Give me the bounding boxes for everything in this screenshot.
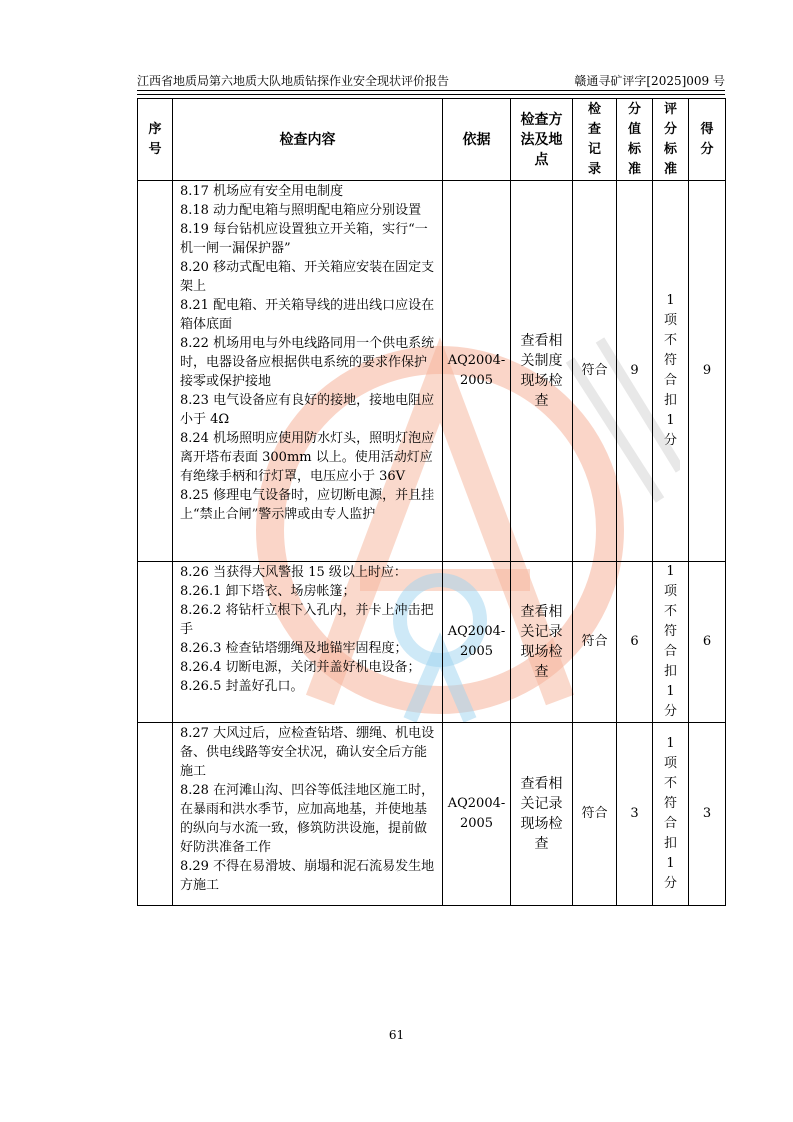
report-number: 赣通寻矿评字[2025]009 号	[574, 74, 725, 88]
row-seq	[138, 181, 173, 562]
row-record: 符合	[573, 562, 617, 723]
report-title: 江西省地质局第六地质大队地质钻探作业安全现状评价报告	[137, 74, 450, 88]
row-content	[173, 562, 443, 723]
content-item: 8.26.5 封盖好孔口。	[180, 679, 304, 694]
content-item: 8.27 大风过后，应检查钻塔、绷绳、机电设备、供电线路等安全状况，确认安全后方能施工	[180, 726, 435, 779]
row-rating: 1项不符合扣1分	[653, 723, 689, 906]
table-header-row	[138, 99, 726, 181]
content-item: 8.19 每台钻机应设置独立开关箱，实行“一机一闸一漏保护器”	[180, 222, 428, 256]
row-content	[173, 181, 443, 562]
col-header-rating: 评分标准	[653, 99, 689, 181]
row-seq	[138, 723, 173, 906]
row-method: 查看相关制度现场检查	[511, 181, 573, 562]
content-item: 8.25 修理电气设备时，应切断电源，并且挂上“禁止合闸”警示牌或由专人监护	[180, 488, 435, 522]
row-score-std: 9	[617, 181, 653, 562]
row-score: 6	[689, 562, 726, 723]
content-item: 8.18 动力配电箱与照明配电箱应分别设置	[180, 203, 422, 218]
page-number: 61	[388, 1028, 405, 1042]
col-header-basis: 依据	[443, 99, 511, 181]
content-item: 8.26.3 检查钻塔绷绳及地锚牢固程度；	[180, 641, 408, 656]
col-header-method: 检查方法及地点	[511, 99, 573, 181]
content-item: 8.22 机场用电与外电线路同用一个供电系统时，电器设备应根据供电系统的要求作保护接零或保护接地	[180, 336, 435, 389]
table-row	[138, 723, 726, 906]
content-item: 8.28 在河滩山沟、凹谷等低洼地区施工时，在暴雨和洪水季节，应加高地基，并使地基的纵向与水流一致，修筑防洪设施，提前做好防洪准备工作	[180, 783, 435, 855]
row-score: 9	[689, 181, 726, 562]
content-item: 8.26.4 切断电源，关闭并盖好机电设备；	[180, 660, 421, 675]
col-header-seq: 序号	[138, 99, 173, 181]
col-header-record: 检查记录	[573, 99, 617, 181]
row-basis: AQ2004-2005	[443, 181, 511, 562]
row-basis: AQ2004-2005	[443, 562, 511, 723]
row-basis: AQ2004-2005	[443, 723, 511, 906]
header-rule	[137, 94, 725, 95]
row-content	[173, 723, 443, 906]
table-row	[138, 562, 726, 723]
row-record: 符合	[573, 723, 617, 906]
content-item: 8.26 当获得大风警报 15 级以上时应：	[180, 565, 407, 580]
row-method: 查看相关记录现场检查	[511, 723, 573, 906]
content-item: 8.21 配电箱、开关箱导线的进出线口应设在箱体底面	[180, 298, 435, 332]
content-item: 8.26.2 将钻杆立根下入孔内，并卡上冲击把手	[180, 603, 434, 637]
row-seq	[138, 562, 173, 723]
row-rating: 1项不符合扣1分	[653, 562, 689, 723]
content-item: 8.17 机场应有安全用电制度	[180, 184, 344, 199]
row-record: 符合	[573, 181, 617, 562]
row-score-std: 6	[617, 562, 653, 723]
content-item: 8.26.1 卸下塔衣、场房帐篷；	[180, 584, 356, 599]
row-score: 3	[689, 723, 726, 906]
col-header-score-std: 分值标准	[617, 99, 653, 181]
col-header-content: 检查内容	[173, 99, 443, 181]
table-row	[138, 181, 726, 562]
content-item: 8.20 移动式配电箱、开关箱应安装在固定支架上	[180, 260, 435, 294]
content-item: 8.29 不得在易滑坡、崩塌和泥石流易发生地方施工	[180, 859, 435, 893]
row-method: 查看相关记录现场检查	[511, 562, 573, 723]
row-rating: 1项不符合扣1分	[653, 181, 689, 562]
page-header	[137, 70, 725, 91]
row-score-std: 3	[617, 723, 653, 906]
content-item: 8.23 电气设备应有良好的接地，接地电阻应小于 4Ω	[180, 393, 435, 427]
inspection-table	[137, 98, 726, 906]
col-header-score: 得分	[689, 99, 726, 181]
content-item: 8.24 机场照明应使用防水灯头，照明灯泡应离开塔布表面 300mm 以上。使用活动灯应有绝缘手柄和行灯罩，电压应小于 36V	[180, 431, 435, 484]
